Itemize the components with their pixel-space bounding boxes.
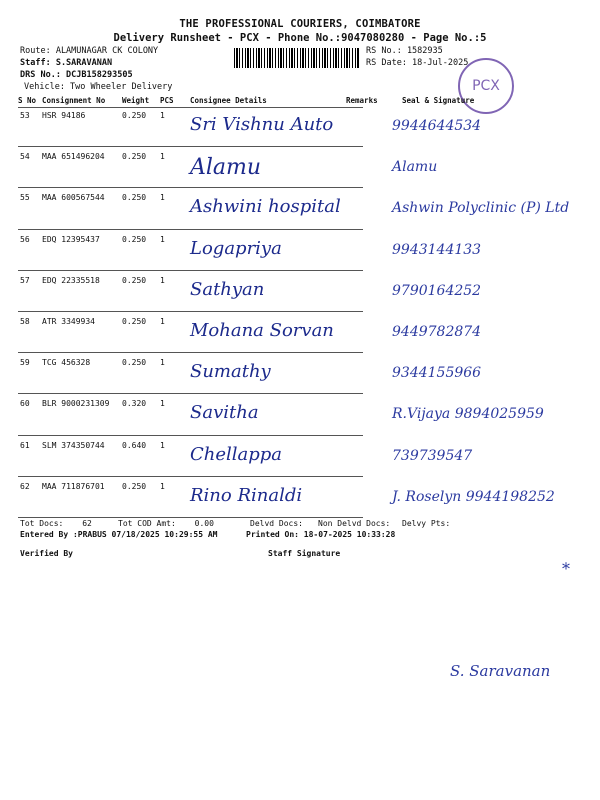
col-sno: S No: [18, 96, 37, 105]
row-seal-signature: 9943144133: [392, 241, 482, 258]
row-weight: 0.250: [122, 152, 147, 162]
barcode-image: [234, 48, 360, 68]
row-consignment: SLM 374350744: [42, 440, 105, 450]
row-seal-signature: Ashwin Polyclinic (P) Ltd: [392, 200, 570, 217]
row-divider: [18, 352, 363, 353]
row-divider: [18, 393, 363, 394]
tot-cod-value: 0.00: [194, 519, 214, 528]
tot-cod-label: Tot COD Amt:: [118, 519, 176, 528]
row-consignment: ATR 3349934: [42, 317, 95, 326]
verified-mark: ⁎: [562, 554, 570, 573]
row-weight: 0.250: [122, 193, 147, 203]
row-divider: [18, 476, 363, 477]
row-seal-signature: J. Roselyn 9944198252: [392, 488, 555, 505]
row-consignee-handwriting: Chellappa: [190, 443, 283, 465]
col-consignment: Consignment No: [42, 96, 106, 105]
row-pcs: 1: [160, 275, 165, 285]
row-divider: [18, 517, 363, 518]
row-sno: 61: [20, 440, 30, 450]
vehicle-label: Vehicle: Two Wheeler Delivery: [24, 82, 173, 92]
row-weight: 0.250: [122, 275, 147, 285]
row-pcs: 1: [160, 111, 165, 120]
drs-label: DRS No.: DCJB158293505: [20, 70, 133, 80]
row-sno: 55: [20, 193, 30, 203]
staff-signature-label: Staff Signature: [268, 549, 341, 558]
row-consignment: MAA 600567544: [42, 193, 105, 203]
verified-by: Verified By: [20, 549, 73, 558]
printed-on: Printed On: 18-07-2025 10:33:28: [246, 530, 396, 539]
row-pcs: 1: [160, 481, 165, 491]
row-divider: [18, 187, 363, 188]
row-sno: 53: [20, 111, 30, 120]
row-consignment: TCG 456328: [42, 358, 91, 368]
row-divider: [18, 229, 363, 230]
row-sno: 59: [20, 358, 30, 368]
row-sno: 62: [20, 481, 30, 491]
row-divider: [18, 270, 363, 271]
row-sno: 58: [20, 317, 30, 326]
row-divider: [18, 311, 363, 312]
row-consignment: EDQ 22335518: [42, 275, 100, 285]
tot-docs-label: Tot Docs:: [20, 519, 64, 528]
col-weight: Weight: [122, 96, 150, 105]
route-label: Route: ALAMUNAGAR CK COLONY: [20, 46, 159, 56]
row-seal-signature: 739739547: [392, 447, 473, 464]
row-sno: 60: [20, 399, 30, 409]
row-consignee-handwriting: Ashwini hospital: [190, 196, 341, 218]
row-consignee-handwriting: Logapriya: [190, 237, 282, 259]
row-consignment: BLR 9000231309: [42, 399, 110, 409]
staff-label: Staff: S.SARAVANAN: [20, 58, 113, 68]
delvy-pts: Delvy Pts:: [402, 519, 451, 528]
row-pcs: 1: [160, 152, 165, 162]
row-consignment: HSR 94186: [42, 111, 86, 120]
row-pcs: 1: [160, 399, 165, 409]
row-divider: [18, 435, 363, 436]
row-consignee-handwriting: Sumathy: [190, 361, 271, 383]
tot-cod: [118, 519, 214, 528]
row-consignment: EDQ 12395437: [42, 234, 100, 244]
stamp-text: PCX: [472, 78, 500, 94]
col-remarks: Remarks: [346, 96, 378, 105]
staff-signature: S. Saravanan: [450, 662, 551, 680]
row-weight: 0.250: [122, 234, 147, 244]
rs-date: RS Date: 18-Jul-2025: [366, 58, 469, 68]
tot-docs: [20, 519, 92, 528]
row-consignee-handwriting: Sathyan: [190, 278, 265, 300]
row-pcs: 1: [160, 358, 165, 368]
row-seal-signature: R.Vijaya 9894025959: [392, 406, 544, 423]
row-seal-signature: Alamu: [392, 159, 438, 176]
row-seal-signature: 9449782874: [392, 324, 482, 340]
entered-by: Entered By :PRABUS 07/18/2025 10:29:55 AM: [20, 530, 218, 539]
row-weight: 0.250: [122, 358, 147, 368]
row-weight: 0.320: [122, 399, 147, 409]
row-consignee-handwriting: Mohana Sorvan: [190, 320, 334, 341]
tot-docs-value: 62: [82, 519, 92, 528]
row-consignment: MAA 651496204: [42, 152, 105, 162]
runsheet-subtitle: Delivery Runsheet - PCX - Phone No.:9047080280 - Page No.:5: [113, 32, 487, 44]
row-consignee-handwriting: Alamu: [190, 155, 262, 181]
row-pcs: 1: [160, 317, 165, 326]
row-consignee-handwriting: Rino Rinaldi: [190, 484, 303, 506]
row-divider: [18, 146, 363, 147]
delvd-docs: Delvd Docs:: [250, 519, 303, 528]
rs-no: RS No.: 1582935: [366, 46, 443, 56]
col-consignee: Consignee Details: [190, 96, 267, 105]
non-delvd-docs: Non Delvd Docs:: [318, 519, 391, 528]
row-pcs: 1: [160, 440, 165, 450]
row-sno: 56: [20, 234, 30, 244]
row-consignee-handwriting: Sri Vishnu Auto: [190, 114, 334, 135]
row-seal-signature: 9790164252: [392, 282, 482, 299]
runsheet-title: THE PROFESSIONAL COURIERS, COIMBATORE: [179, 18, 421, 30]
row-consignee-handwriting: Savitha: [190, 402, 259, 424]
col-pcs: PCS: [160, 96, 174, 105]
row-weight: 0.250: [122, 481, 147, 491]
row-sno: 54: [20, 152, 30, 162]
row-pcs: 1: [160, 234, 165, 244]
row-weight: 0.640: [122, 440, 147, 450]
row-seal-signature: 9344155966: [392, 365, 482, 382]
row-weight: 0.250: [122, 111, 147, 120]
row-sno: 57: [20, 275, 30, 285]
header-divider: [18, 107, 363, 108]
col-seal: Seal & Signature: [402, 96, 475, 105]
row-consignment: MAA 711876701: [42, 481, 105, 491]
row-weight: 0.250: [122, 317, 147, 326]
row-seal-signature: 9944644534: [392, 118, 482, 134]
row-pcs: 1: [160, 193, 165, 203]
